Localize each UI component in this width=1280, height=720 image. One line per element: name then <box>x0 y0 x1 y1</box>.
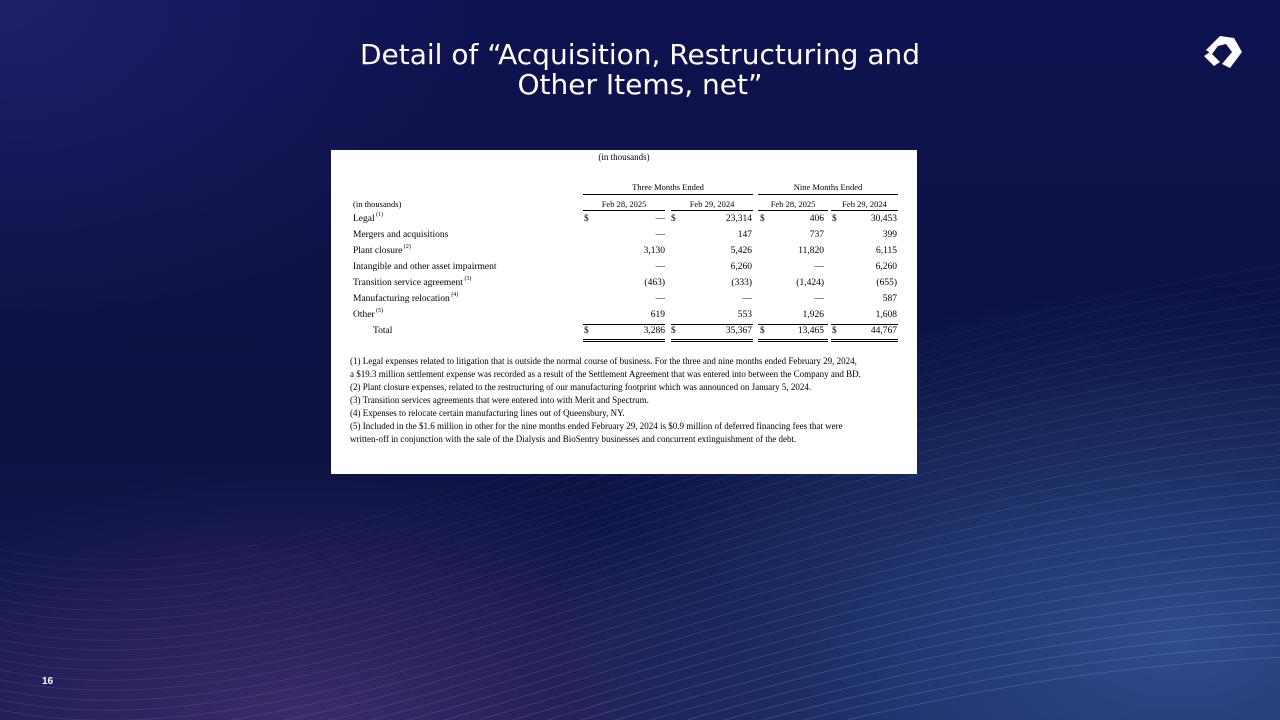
row-label: Total <box>373 326 393 336</box>
wave-line <box>0 572 1280 720</box>
period-underline <box>671 210 753 211</box>
table-cell: 11,820 <box>798 246 824 256</box>
company-logo-icon <box>1200 30 1246 74</box>
table-cell: — <box>655 214 665 224</box>
table-cell: 737 <box>809 230 824 240</box>
table-cell: 399 <box>882 230 897 240</box>
rule-line <box>758 339 828 340</box>
table-cell: (655) <box>876 278 897 288</box>
table-cell: — <box>655 230 665 240</box>
rule-line <box>671 341 753 342</box>
dollar-sign: $ <box>760 214 765 224</box>
dollar-sign: $ <box>671 326 676 336</box>
table-cell: 6,260 <box>730 262 752 272</box>
table-cell: 1,608 <box>875 310 897 320</box>
table-cell: — <box>814 294 824 304</box>
table-cell: 553 <box>737 310 752 320</box>
table-cell: 587 <box>882 294 897 304</box>
table-cell: 30,453 <box>870 214 897 224</box>
dollar-sign: $ <box>760 326 765 336</box>
footnote-ref: (1) <box>374 212 384 218</box>
row-label: Manufacturing relocation $^{(4)}$ <box>353 292 459 304</box>
wave-line <box>0 452 1280 720</box>
group-underline <box>758 194 898 195</box>
footnote-line: (2) Plant closure expenses, related to the restructuring of our manufacturing footprint which was announced on January 5, 2024. <box>350 382 812 392</box>
wave-line <box>0 656 1280 720</box>
period-header: Feb 29, 2024 <box>842 199 887 209</box>
rule-line <box>831 324 898 325</box>
rule-line <box>758 341 828 342</box>
row-label: Plant closure $^{(2)}$ <box>353 244 411 256</box>
footnote-line: a $19.3 million settlement expense was recorded as a result of the Settlement Agreement that was entered into between the Company and BD. <box>350 369 861 379</box>
rule-line <box>671 324 753 325</box>
period-underline <box>831 210 898 211</box>
footnote-line: written-off in conjunction with the sale of the Dialysis and BioSentry businesses and concurrent extinguishment of the debt. <box>350 434 797 444</box>
period-header: Feb 28, 2025 <box>601 199 647 209</box>
row-label: Intangible and other asset impairment <box>353 262 497 272</box>
slide-title-line-1: Detail of “Acquisition, Restructuring and <box>359 38 921 71</box>
wave-line <box>0 512 1280 720</box>
footnote-line: (3) Transition services agreements that were entered into with Merit and Spectrum. <box>350 395 649 405</box>
financial-table-panel <box>331 150 917 474</box>
dollar-sign: $ <box>584 326 589 336</box>
rule-line <box>583 341 665 342</box>
slide-title <box>340 40 940 100</box>
table-cell: — <box>655 294 665 304</box>
group-header-nine-months: Nine Months Ended <box>793 182 863 192</box>
group-underline <box>583 194 753 195</box>
table-cell: 3,286 <box>643 326 665 336</box>
table-cell: — <box>742 294 752 304</box>
table-cell: — <box>655 262 665 272</box>
footnote-line: (5) Included in the $1.6 million in other for the nine months ended February 29, 2024 is $0.9 million of deferred financing fees that were <box>350 421 843 431</box>
footnote-ref: (2) <box>402 244 411 250</box>
table-cell: 147 <box>737 230 752 240</box>
slide-title-line-2: Other Items, net” <box>517 68 763 101</box>
table-cell: 35,367 <box>725 326 752 336</box>
table-cell: — <box>814 262 824 272</box>
table-cell: 406 <box>809 214 824 224</box>
group-header-three-months: Three Months Ended <box>632 182 704 192</box>
page-number: 16 <box>42 676 54 687</box>
footnote-line: (1) Legal expenses related to litigation that is outside the normal course of business. For the three and nine months ended February 29, 2024, <box>350 356 857 366</box>
row-label: Other $^{(5)}$ <box>353 308 384 320</box>
rule-line <box>758 324 828 325</box>
period-header: Feb 29, 2024 <box>689 199 735 209</box>
dollar-sign: $ <box>584 214 589 224</box>
table-cell: 1,926 <box>802 310 824 320</box>
rule-line <box>671 339 753 340</box>
row-label: Mergers and acquisitions <box>353 230 449 240</box>
table-cell: 44,767 <box>870 326 897 336</box>
rule-line <box>831 341 898 342</box>
wave-line <box>0 500 1280 720</box>
footnote-line: (4) Expenses to relocate certain manufacturing lines out of Queensbury, NY. <box>350 408 625 418</box>
row-units-label: (in thousands) <box>353 199 402 209</box>
table-cell: (1,424) <box>796 278 824 288</box>
table-units-title: (in thousands) <box>598 152 650 162</box>
row-label: Transition service agreement $^{(3)}$ <box>353 276 472 288</box>
table-cell: 23,314 <box>725 214 752 224</box>
period-header: Feb 28, 2025 <box>770 199 816 209</box>
rule-line <box>831 339 898 340</box>
dollar-sign: $ <box>832 214 837 224</box>
table-cell: 619 <box>650 310 665 320</box>
rule-line <box>583 324 665 325</box>
table-cell: 6,260 <box>875 262 897 272</box>
period-underline <box>583 210 665 211</box>
table-cell: 6,115 <box>875 246 897 256</box>
rule-line <box>583 339 665 340</box>
table-cell: (333) <box>731 278 752 288</box>
table-cell: (463) <box>644 278 665 288</box>
footnote-ref: (3) <box>462 276 472 282</box>
table-cell: 3,130 <box>643 246 665 256</box>
table-cell: 5,426 <box>730 246 752 256</box>
dollar-sign: $ <box>832 326 837 336</box>
dollar-sign: $ <box>671 214 676 224</box>
footnote-ref: (4) <box>449 292 459 298</box>
wave-line <box>0 476 1280 720</box>
row-label: Legal $^{(1)}$ <box>353 212 384 224</box>
period-underline <box>758 210 828 211</box>
table-cell: 13,465 <box>797 326 824 336</box>
wave-line <box>0 524 1280 720</box>
footnote-ref: (5) <box>374 308 384 314</box>
wave-line <box>0 548 1280 720</box>
